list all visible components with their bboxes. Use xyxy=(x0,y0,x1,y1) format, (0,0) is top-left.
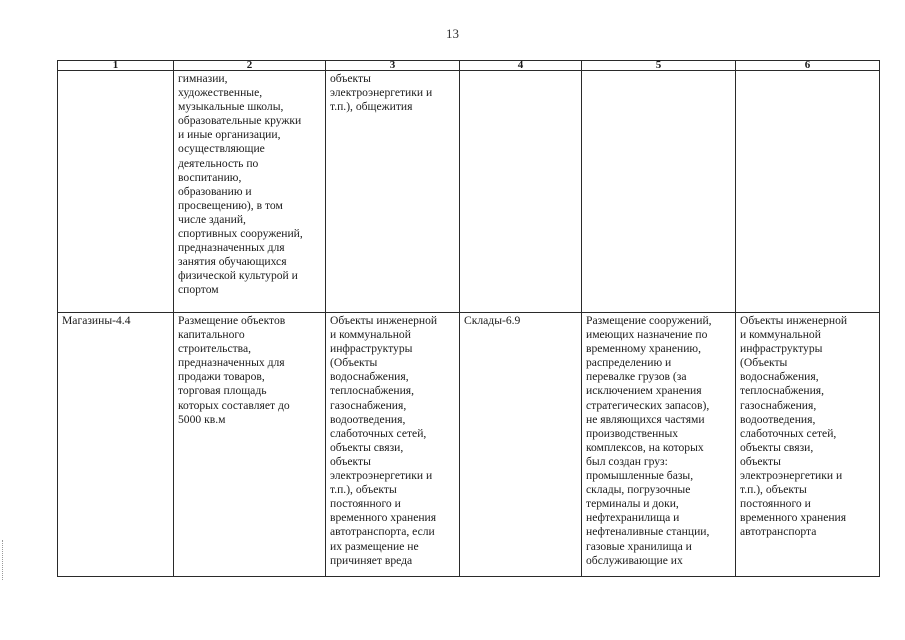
table-cell: Размещение объектов капитального строительства, предназначенных для продажи товаров, торговая площадь которых составляет до 5000 кв.м xyxy=(174,313,326,577)
table-cell: Объекты инженерной и коммунальной инфраструктуры (Объекты водоснабжения, теплоснабжения, газоснабжения, водоотведения, слаботочных сетей, объекты связи, объекты электроэнергетики и т.п.), объекты постоянного и временного хранения автотранспорта, если их размещение не причиняет вреда xyxy=(326,313,460,577)
table-cell xyxy=(460,71,582,313)
table-cell: Объекты инженерной и коммунальной инфраструктуры (Объекты водоснабжения, теплоснабжения, газоснабжения, водоотведения, слаботочных сетей, объекты связи, объекты электроэнергетики и т.п.), объекты постоянного и временного хранения автотранспорта xyxy=(736,313,880,577)
column-header: 4 xyxy=(460,61,582,71)
table-cell xyxy=(582,71,736,313)
table-cell: гимназии, художественные, музыкальные школы, образовательные кружки и иные организации, осуществляющие деятельность по воспитанию, образованию и просвещению), в том числе зданий, спортивных сооружений, предназначенных для занятия обучающихся физической культурой и спортом xyxy=(174,71,326,313)
column-header: 2 xyxy=(174,61,326,71)
table-row xyxy=(58,313,880,577)
page-number: 13 xyxy=(446,26,459,41)
column-header: 6 xyxy=(736,61,880,71)
table-cell: Размещение сооружений, имеющих назначение по временному хранению, распределению и перевалке грузов (за исключением хранения стратегических запасов), не являющихся частями производственных комплексов, на которых был создан груз: промышленные базы, склады, погрузочные терминалы и доки, нефтехранилища и нефтеналивные станции, газовые хранилища и обслуживающие их xyxy=(582,313,736,577)
table-cell: Магазины-4.4 xyxy=(58,313,174,577)
column-header: 1 xyxy=(58,61,174,71)
table-header-row xyxy=(58,61,880,71)
table-row xyxy=(58,71,880,313)
table-cell: Склады-6.9 xyxy=(460,313,582,577)
scan-margin-mark xyxy=(2,540,8,580)
column-header: 5 xyxy=(582,61,736,71)
column-header: 3 xyxy=(326,61,460,71)
table-cell xyxy=(58,71,174,313)
zoning-table xyxy=(57,60,880,577)
table-cell xyxy=(736,71,880,313)
table-cell: объекты электроэнергетики и т.п.), общежития xyxy=(326,71,460,313)
